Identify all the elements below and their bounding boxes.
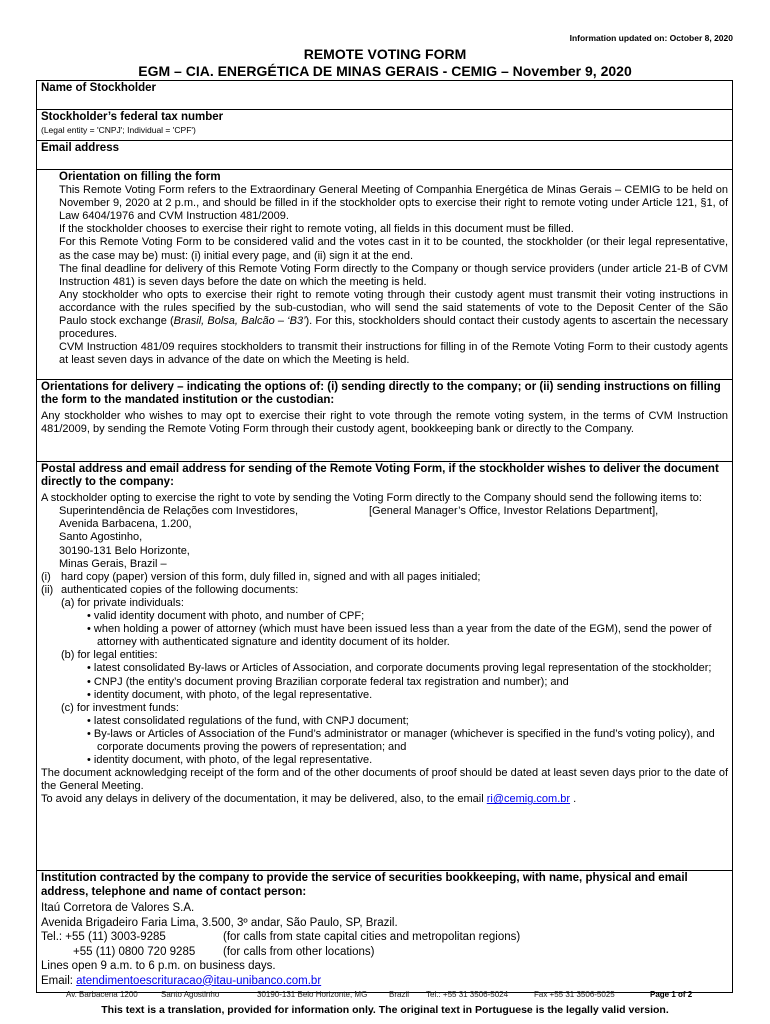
orientation-paragraph: CVM Instruction 481/09 requires stockholders to transmit their instructions for filling in of the Remote Voting Form to their custody agents at least seven days in advance of the date on which the Meeting is held. bbox=[59, 341, 728, 367]
footer-address: Av. Barbacena 1200 bbox=[66, 990, 138, 999]
form-subtitle: EGM – CIA. ENERGÉTICA DE MINAS GERAIS - CEMIG – November 9, 2020 bbox=[138, 63, 632, 79]
institution-name: Itaú Corretora de Valores S.A. bbox=[41, 902, 195, 914]
orientation-paragraph: This Remote Voting Form refers to the Extraordinary General Meeting of Companhia Energética de Minas Gerais – CEMIG to be held on November 9, 2020 at 2 p.m., and should be filled in if the stockholder opts to exercise their right to remote voting under Article 121, §1, of Law 6404/1976 and CVM Instruction 481/2009. bbox=[59, 184, 728, 223]
institution-hours: Lines open 9 a.m. to 6 p.m. on business days. bbox=[41, 960, 276, 972]
institution-address: Avenida Brigadeiro Faria Lima, 3.500, 3º andar, São Paulo, SP, Brazil. bbox=[41, 916, 398, 929]
page-number: Page 1 of 2 bbox=[650, 990, 693, 999]
postal-intro: A stockholder opting to exercise the right to vote by sending the Voting Form directly to the Company should send the following items to: bbox=[41, 492, 702, 505]
orientation-heading: Orientation on filling the form bbox=[59, 171, 221, 183]
stockholder-name-label: Name of Stockholder bbox=[41, 82, 157, 94]
tax-number-label: Stockholder’s federal tax number bbox=[41, 111, 224, 123]
footer-district: Santo Agostinho bbox=[161, 990, 220, 999]
tax-number-note: (Legal entity = 'CNPJ'; Individual = 'CPF') bbox=[41, 125, 196, 136]
voting-form bbox=[36, 80, 733, 993]
tax-number-field[interactable] bbox=[37, 110, 732, 141]
cemig-email-link[interactable]: ri@cemig.com.br bbox=[486, 793, 571, 806]
orientation-paragraph: The final deadline for delivery of this Remote Voting Form directly to the Company or though service providers (under article 21-B of CVM Instruction 481) is seven days before the date on which the meeting is held. bbox=[59, 262, 728, 288]
list-item: (ii) authenticated copies of the following documents: bbox=[41, 583, 299, 596]
acknowledgement-text: The document acknowledging receipt of the form and of the other documents of proof should be dated at least seven days prior to the date of the General Meeting. bbox=[41, 767, 728, 793]
institution-email: Email: atendimentoescrituracao@itau-unibanco.com.br bbox=[41, 974, 322, 987]
footer-fax: Fax +55 31 3506-5025 bbox=[534, 990, 615, 999]
orientation-section bbox=[37, 170, 732, 380]
documents-list: (a) for private individuals: • valid identity document with photo, and number of CPF; • when holding a power of attorney (which must have been issued less than a year from the date of the EGM), send the power of attorney with authenticated signature and identity document of its holder. (b) for legal entities: • latest consolidated By-laws or Articles of Association, and corporate documents proving legal representation of the stockholder; • CNPJ (the entity’s document proving Brazilian corporate federal tax registration and number); and • identity document, with photo, of the legal representative. (c) for investment funds: • latest consolidated regulations of the fund, with CNPJ document; • By-laws or Articles of Association of the Fund’s administrator or manager (whichever is specified in the fund’s voting policy), and corporate documents proving the powers of representation; and • identity document, with photo, of the legal representative. bbox=[61, 596, 715, 767]
postal-heading: Postal address and email address for sending of the Remote Voting Form, if the stockholder wishes to deliver the document directly to the company: bbox=[41, 463, 719, 489]
footer-city: 30190-131 Belo Horizonte, MG bbox=[257, 990, 368, 999]
email-address-label: Email address bbox=[41, 142, 119, 154]
footer-tel: Tel.: +55 31 3506-5024 bbox=[426, 990, 509, 999]
stockholder-name-field[interactable] bbox=[37, 81, 732, 110]
delivery-text: Any stockholder who wishes to may opt to exercise their right to vote through the remote voting system, in the terms of CVM Instruction 481/2009, by sending the Remote Voting Form through their custody agent, bookkeeping bank or directly to the Company. bbox=[41, 410, 728, 436]
email-delivery-text: To avoid any delays in delivery of the documentation, it may be delivered, also, to the email ri@cemig.com.br . bbox=[41, 793, 577, 806]
email-address-field[interactable] bbox=[37, 141, 732, 170]
institution-tel: Tel.: +55 (11) 3003-9285 (for calls from state capital cities and metropolitan regions) bbox=[41, 931, 521, 943]
translation-disclaimer: This text is a translation, provided for information only. The original text in Portuguese is the legally valid version. bbox=[101, 1004, 669, 1016]
postal-address: Superintendência de Relações com Investidores, [General Manager’s Office, Investor Relations Department], Avenida Barbacena, 1.200, Santo Agostinho, 30190-131 Belo Horizonte, Minas Gerais, Brazil – bbox=[59, 505, 659, 570]
postal-section bbox=[37, 462, 732, 871]
orientation-paragraph: Any stockholder who opts to exercise their right to remote voting through their custody agent must transmit their voting instructions in accordance with the rules specified by the sub-custodian, who will send the said statements of vote to the Deposit Center of the São Paulo stock exchange (Brasil, Bolsa, Balcão – ‘B3’). For this, stockholders should contact their custody agents to ascertain the necessary procedures. bbox=[59, 288, 728, 341]
delivery-section bbox=[37, 380, 732, 462]
orientation-paragraph: If the stockholder chooses to exercise their right to remote voting, all fields in this document must be filled. bbox=[59, 223, 574, 236]
orientation-paragraph: For this Remote Voting Form to be considered valid and the votes cast in it to be counted, the stockholder (or their legal representative, as the case may be) must: (i) initial every page, and (ii) sign it at the end. bbox=[59, 236, 728, 262]
delivery-heading: Orientations for delivery – indicating the options of: (i) sending directly to the company; or (ii) sending instructions on filling the form to the mandated institution or the custodian: bbox=[41, 381, 721, 407]
list-item: (i) hard copy (paper) version of this form, duly filled in, signed and with all pages initialed; bbox=[41, 570, 481, 583]
institution-tel: +55 (11) 0800 720 9285 (for calls from other locations) bbox=[73, 945, 375, 958]
institution-section bbox=[37, 871, 732, 992]
updated-date: Information updated on: October 8, 2020 bbox=[569, 33, 733, 43]
institution-heading: Institution contracted by the company to provide the service of securities bookkeeping, with name, physical and email address, telephone and name of contact person: bbox=[41, 872, 688, 898]
footer-country: Brazil bbox=[389, 990, 410, 999]
form-title: REMOTE VOTING FORM bbox=[303, 46, 467, 62]
itau-email-link[interactable]: atendimentoescrituracao@itau-unibanco.com.br bbox=[76, 974, 322, 987]
